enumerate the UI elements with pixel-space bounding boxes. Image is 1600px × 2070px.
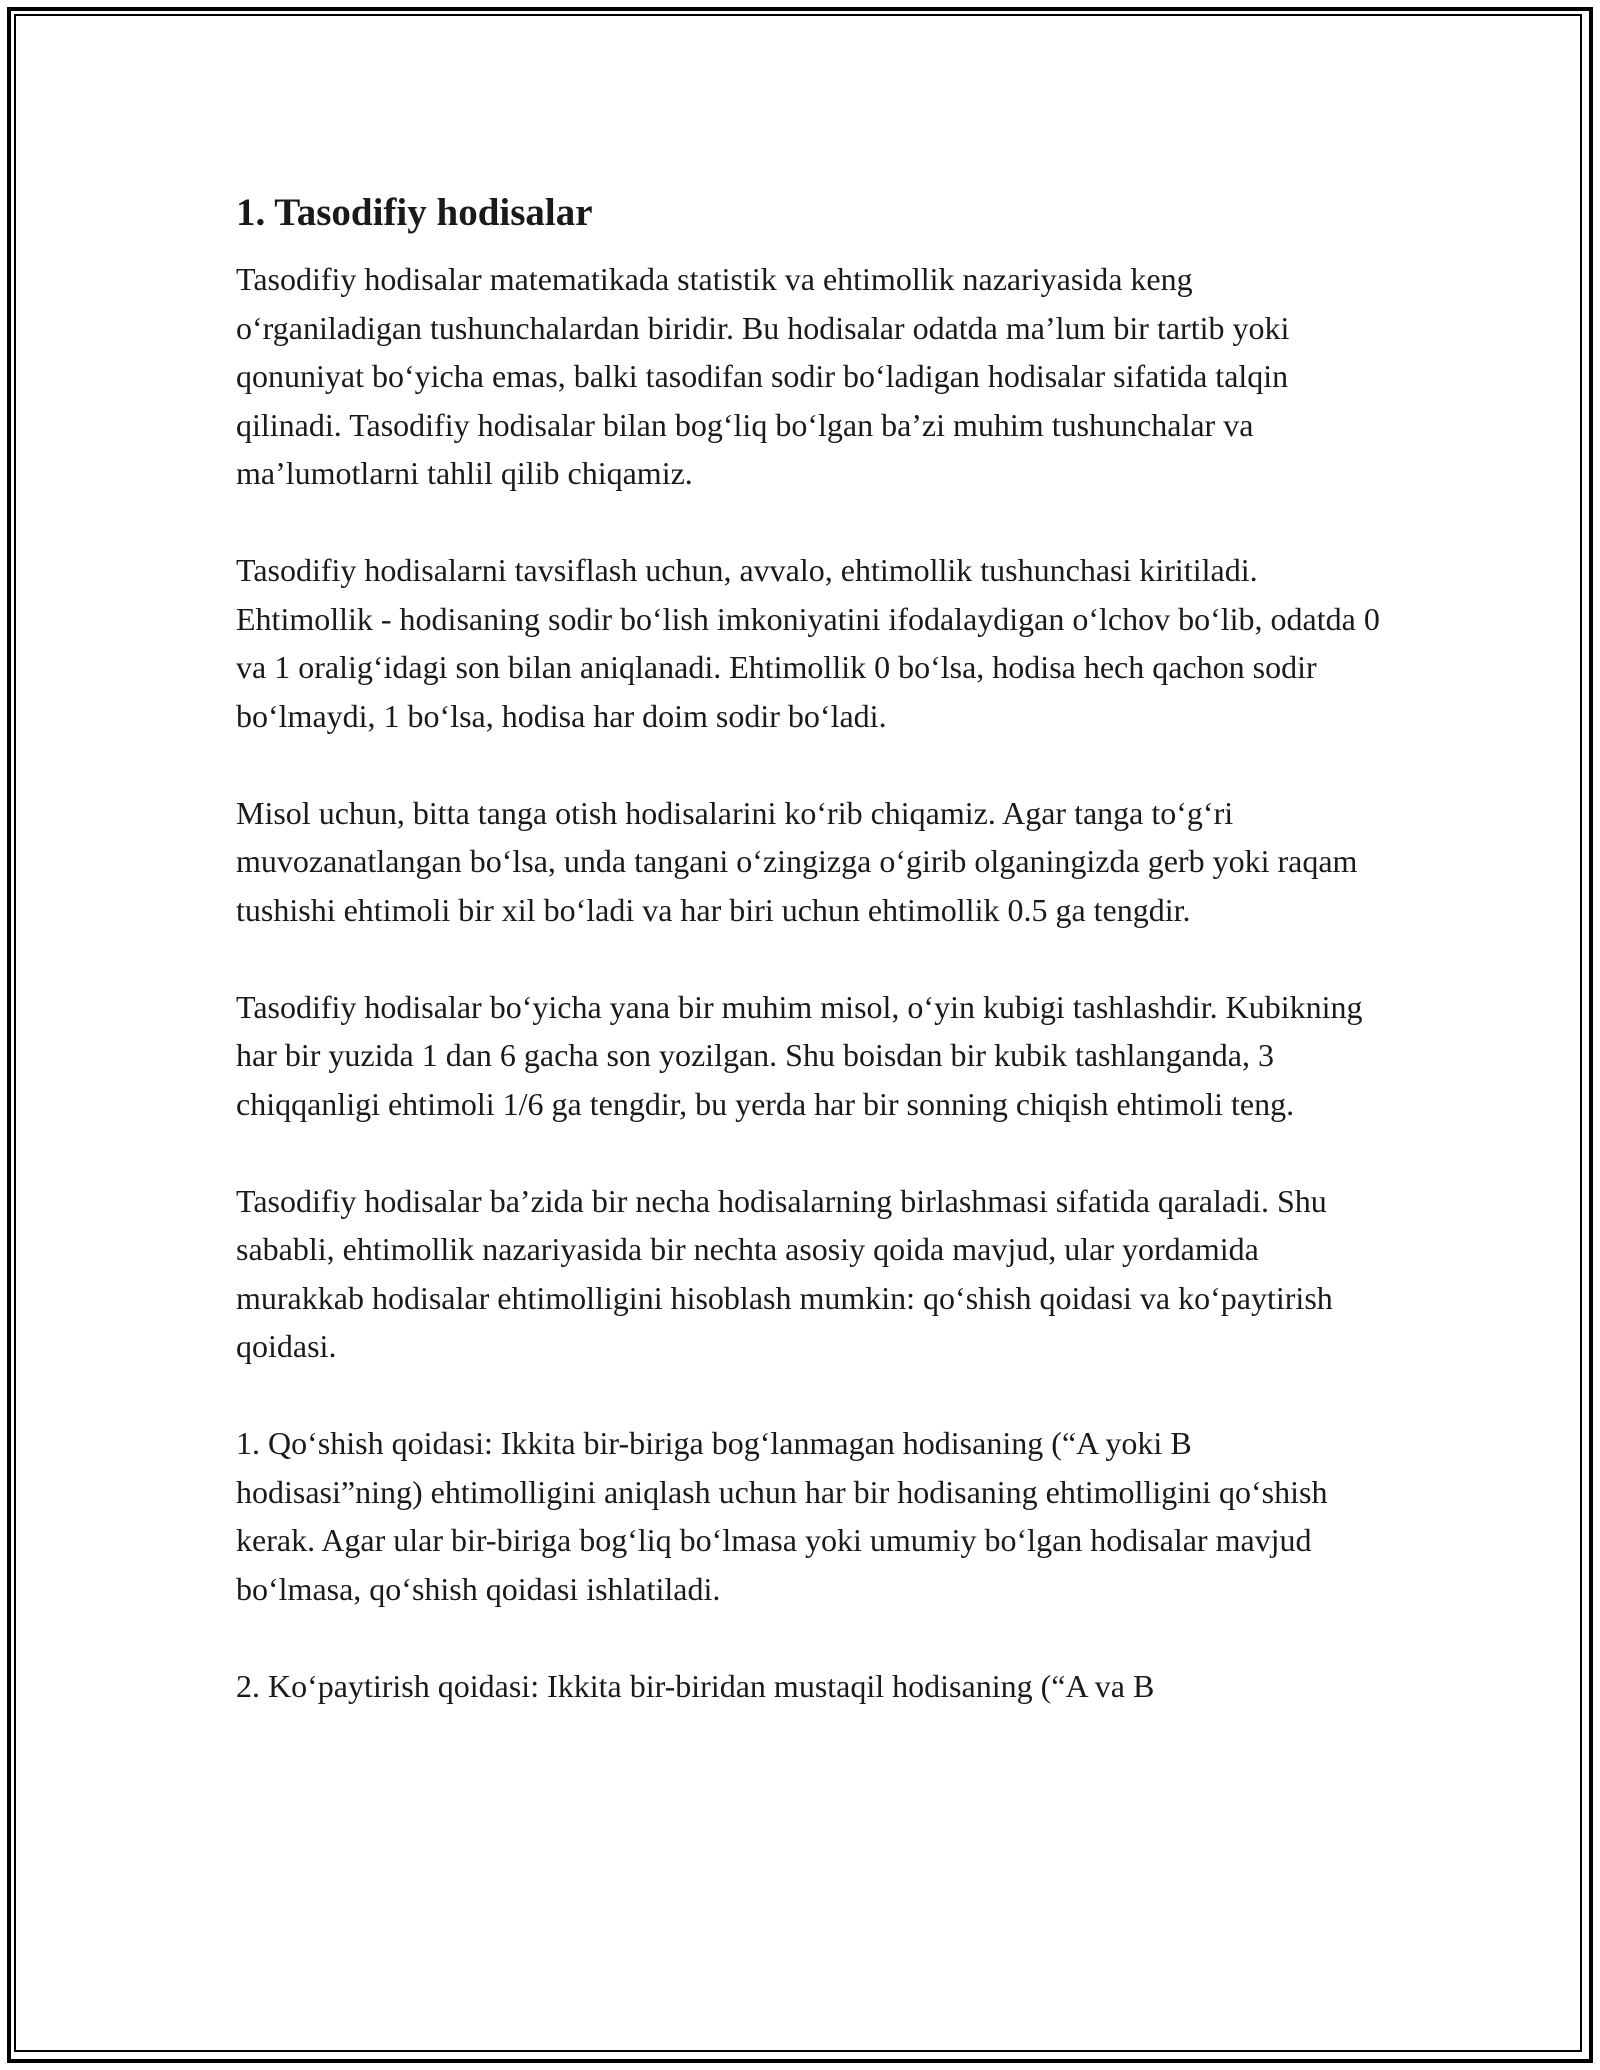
paragraph-combined-events: Tasodifiy hodisalar ba’zida bir necha hodisalarning birlashmasi sifatida qaraladi. Shu sababli, ehtimollik nazariyasida bir nechta asosiy qoida mavjud, ular yordamida murakkab hodisalar ehtimolligini hisoblash mumkin: qo‘shish qoidasi va ko‘paytirish qoidasi.: [236, 1182, 1333, 1364]
paragraph-probability-definition: Tasodifiy hodisalarni tavsiflash uchun, avvalo, ehtimollik tushunchasi kiritiladi. Ehtimollik - hodisaning sodir bo‘lish imkoniyatini ifodalaydigan o‘lchov bo‘lib, odatda 0 va 1 oralig‘idagi son bilan aniqlanadi. Ehtimollik 0 bo‘lsa, hodisa hech qachon sodir bo‘lmaydi, 1 bo‘lsa, hodisa har doim sodir bo‘ladi.: [236, 552, 1380, 734]
paragraph-addition-rule: 1. Qo‘shish qoidasi: Ikkita bir-biriga bog‘lanmagan hodisaning (“A yoki B hodisasi”ning) ehtimolligini aniqlash uchun har bir hodisaning ehtimolligini qo‘shish kerak. Agar ular bir-biriga bog‘liq bo‘lmasa yoki umumiy bo‘lgan hodisalar mavjud bo‘lmasa, qo‘shish qoidasi ishlatiladi.: [236, 1425, 1328, 1607]
paragraph-dice-example: Tasodifiy hodisalar bo‘yicha yana bir muhim misol, o‘yin kubigi tashlashdir. Kubikning har bir yuzida 1 dan 6 gacha son yozilgan. Shu boisdan bir kubik tashlanganda, 3 chiqqanligi ehtimoli 1/6 ga tengdir, bu yerda har bir sonning chiqish ehtimoli teng.: [236, 988, 1363, 1122]
paragraph-intro: Tasodifiy hodisalar matematikada statistik va ehtimollik nazariyasida keng o‘rganiladigan tushunchalardan biridir. Bu hodisalar odatda ma’lum bir tartib yoki qonuniyat bo‘yicha emas, balki tasodifan sodir bo‘ladigan hodisalar sifatida talqin qilinadi. Tasodifiy hodisalar bilan bog‘liq bo‘lgan ba’zi muhim tushunchalar va ma’lumotlarni tahlil qilib chiqamiz.: [236, 261, 1290, 491]
document-body: [236, 185, 1381, 1759]
paragraph-coin-example: Misol uchun, bitta tanga otish hodisalarini ko‘rib chiqamiz. Agar tanga to‘g‘ri muvozanatlangan bo‘lsa, unda tangani o‘zingizga o‘girib olganingizda gerb yoki raqam tushishi ehtimoli bir xil bo‘ladi va har biri uchun ehtimollik 0.5 ga tengdir.: [236, 794, 1358, 928]
section-heading: 1. Tasodifiy hodisalar: [236, 191, 593, 234]
paragraph-multiplication-rule: 2. Ko‘paytirish qoidasi: Ikkita bir-biridan mustaqil hodisaning (“A va B: [236, 1667, 1155, 1704]
